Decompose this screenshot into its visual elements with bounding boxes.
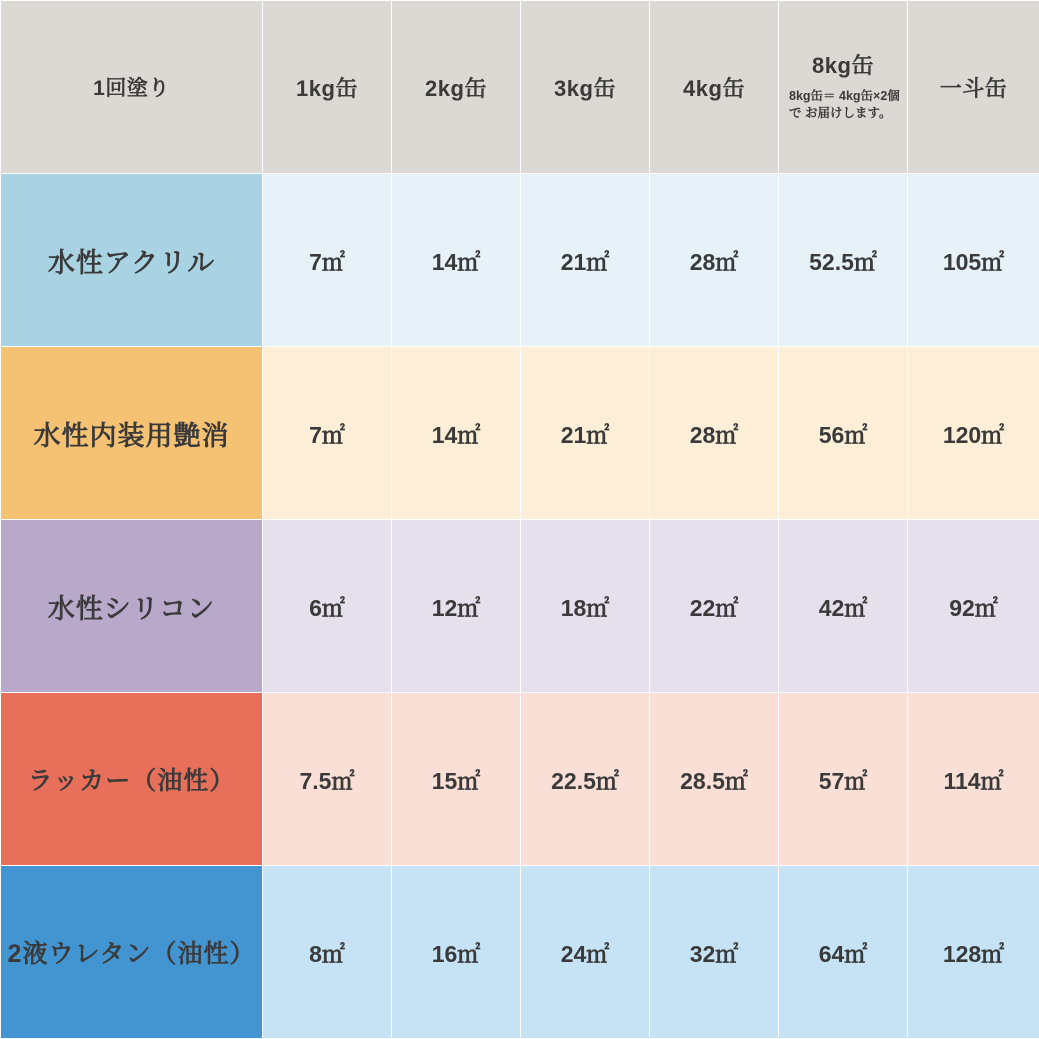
cell-interior-matte-4kg: 28㎡ <box>650 347 779 520</box>
cell-acrylic-8kg: 52.5㎡ <box>779 174 908 347</box>
column-header-8kg-note: 8kg缶＝ 4kg缶×2個で お届けします。 <box>789 89 900 120</box>
cell-acrylic-2kg: 14㎡ <box>392 174 521 347</box>
column-header-8kg <box>779 1 908 174</box>
column-header-itto-label: 一斗缶 <box>939 75 1008 101</box>
table-row <box>1 866 1039 1039</box>
cell-acrylic-1kg: 7㎡ <box>263 174 392 347</box>
column-header-4kg-label: 4kg缶 <box>683 75 745 101</box>
cell-silicone-itto: 92㎡ <box>908 520 1039 693</box>
column-header-1kg <box>263 1 392 174</box>
table-row <box>1 174 1039 347</box>
cell-acrylic-3kg: 21㎡ <box>521 174 650 347</box>
cell-acrylic-4kg: 28㎡ <box>650 174 779 347</box>
cell-interior-matte-2kg: 14㎡ <box>392 347 521 520</box>
cell-lacquer-itto: 114㎡ <box>908 693 1039 866</box>
cell-urethane-1kg: 8㎡ <box>263 866 392 1039</box>
header-row <box>1 1 1039 174</box>
cell-interior-matte-1kg: 7㎡ <box>263 347 392 520</box>
table-row <box>1 693 1039 866</box>
cell-interior-matte-itto: 120㎡ <box>908 347 1039 520</box>
cell-silicone-4kg: 22㎡ <box>650 520 779 693</box>
column-header-2kg <box>392 1 521 174</box>
column-header-coats <box>1 1 263 174</box>
cell-interior-matte-8kg: 56㎡ <box>779 347 908 520</box>
row-label-lacquer: ラッカー（油性） <box>1 693 263 866</box>
cell-silicone-8kg: 42㎡ <box>779 520 908 693</box>
cell-urethane-2kg: 16㎡ <box>392 866 521 1039</box>
cell-lacquer-2kg: 15㎡ <box>392 693 521 866</box>
cell-acrylic-itto: 105㎡ <box>908 174 1039 347</box>
cell-silicone-3kg: 18㎡ <box>521 520 650 693</box>
cell-silicone-2kg: 12㎡ <box>392 520 521 693</box>
column-header-3kg-label: 3kg缶 <box>554 75 616 101</box>
cell-lacquer-4kg: 28.5㎡ <box>650 693 779 866</box>
cell-urethane-8kg: 64㎡ <box>779 866 908 1039</box>
cell-lacquer-8kg: 57㎡ <box>779 693 908 866</box>
cell-lacquer-1kg: 7.5㎡ <box>263 693 392 866</box>
cell-interior-matte-3kg: 21㎡ <box>521 347 650 520</box>
column-header-coats-label: 1回塗り <box>93 77 170 100</box>
cell-urethane-4kg: 32㎡ <box>650 866 779 1039</box>
table-row <box>1 347 1039 520</box>
cell-urethane-3kg: 24㎡ <box>521 866 650 1039</box>
column-header-1kg-label: 1kg缶 <box>296 75 358 101</box>
table-body <box>1 174 1039 1039</box>
column-header-8kg-label: 8kg缶 <box>812 53 874 78</box>
column-header-4kg <box>650 1 779 174</box>
table-header <box>1 1 1039 174</box>
column-header-3kg <box>521 1 650 174</box>
cell-silicone-1kg: 6㎡ <box>263 520 392 693</box>
row-label-interior-matte: 水性内装用艶消 <box>1 347 263 520</box>
cell-lacquer-3kg: 22.5㎡ <box>521 693 650 866</box>
column-header-2kg-label: 2kg缶 <box>425 75 487 101</box>
table-row <box>1 520 1039 693</box>
row-label-urethane: 2液ウレタン（油性） <box>1 866 263 1039</box>
row-label-silicone: 水性シリコン <box>1 520 263 693</box>
column-header-itto <box>908 1 1039 174</box>
cell-urethane-itto: 128㎡ <box>908 866 1039 1039</box>
row-label-acrylic: 水性アクリル <box>1 174 263 347</box>
